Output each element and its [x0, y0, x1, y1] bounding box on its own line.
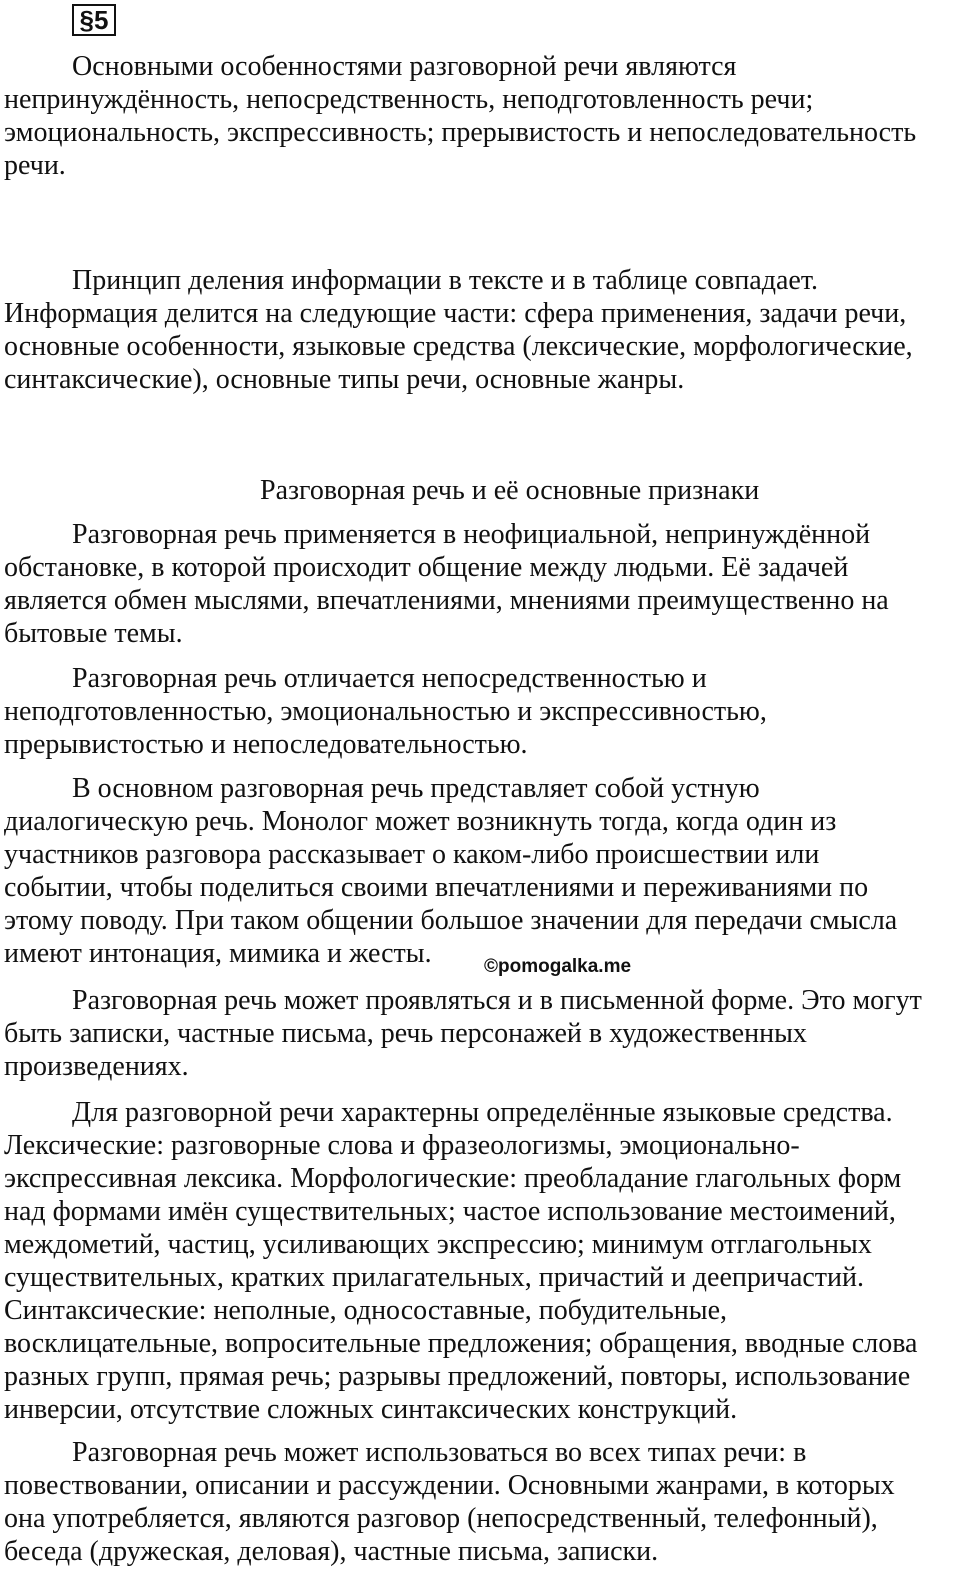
paragraph-line: речи.	[4, 150, 66, 181]
paragraph-7	[4, 1096, 948, 1426]
paragraph-line: беседа (дружеская, деловая), частные письма, записки.	[4, 1536, 659, 1567]
paragraph-line: событии, чтобы поделиться своими впечатлениями и переживаниями по	[4, 872, 869, 903]
paragraph-line: Лексические: разговорные слова и фразеологизмы, эмоционально-	[4, 1130, 800, 1161]
paragraph-line: она употребляется, являются разговор (непосредственный, телефонный),	[4, 1503, 878, 1534]
paragraph-line: бытовые темы.	[4, 618, 183, 649]
paragraph-line: Синтаксические: неполные, односоставные, побудительные,	[4, 1295, 728, 1326]
paragraph-line: Информация делится на следующие части: сфера применения, задачи речи,	[4, 298, 907, 329]
watermark-label: ©pomogalka.me	[484, 956, 632, 977]
paragraph-line: над формами имён существительных; частое использование местоимений,	[4, 1196, 896, 1227]
paragraph-5	[4, 772, 948, 970]
section-heading: Разговорная речь и её основные признаки	[260, 475, 760, 506]
paragraph-line: этому поводу. При таком общении большое значении для передачи смысла	[4, 905, 898, 936]
paragraph-line: разных групп, прямая речь; разрывы предложений, повторы, использование	[4, 1361, 911, 1392]
section-number-box: §5	[72, 4, 116, 36]
paragraph-line: Принцип деления информации в тексте и в таблице совпадает.	[72, 265, 818, 296]
paragraph-line: обстановке, в которой происходит общение между людьми. Её задачей	[4, 552, 849, 583]
paragraph-line: существительных, кратких прилагательных, причастий и деепричастий.	[4, 1262, 865, 1293]
paragraph-line: диалогическую речь. Монолог может возникнуть тогда, когда один из	[4, 806, 837, 837]
paragraph-line: произведениях.	[4, 1051, 189, 1082]
paragraph-1	[4, 50, 948, 182]
paragraph-line: Разговорная речь отличается непосредственностью и	[72, 663, 707, 694]
paragraph-line: синтаксические), основные типы речи, основные жанры.	[4, 364, 685, 395]
paragraph-3	[4, 518, 948, 650]
paragraph-line: В основном разговорная речь представляет собой устную	[72, 773, 760, 804]
paragraph-line: основные особенности, языковые средства (лексические, морфологические,	[4, 331, 913, 362]
paragraph-line: участников разговора рассказывает о каком-либо происшествии или	[4, 839, 820, 870]
paragraph-line: является обмен мыслями, впечатлениями, мнениями преимущественно на	[4, 585, 889, 616]
paragraph-line: инверсии, отсутствие сложных синтаксических конструкций.	[4, 1394, 738, 1425]
paragraph-4	[4, 662, 948, 761]
paragraph-8	[4, 1436, 948, 1568]
paragraph-line: быть записки, частные письма, речь персонажей в художественных	[4, 1018, 807, 1049]
paragraph-line: Для разговорной речи характерны определённые языковые средства.	[72, 1097, 893, 1128]
paragraph-line: непринуждённость, непосредственность, неподготовленность речи;	[4, 84, 814, 115]
paragraph-line: экспрессивная лексика. Морфологические: преобладание глагольных форм	[4, 1163, 902, 1194]
paragraph-2	[4, 264, 948, 396]
paragraph-line: Разговорная речь может проявляться и в письменной форме. Это могут	[72, 985, 922, 1016]
paragraph-line: прерывистостью и непоследовательностью.	[4, 729, 528, 760]
paragraph-line: повествовании, описании и рассуждении. Основными жанрами, в которых	[4, 1470, 895, 1501]
paragraph-line: Основными особенностями разговорной речи являются	[72, 51, 737, 82]
paragraph-6	[4, 984, 948, 1083]
paragraph-line: восклицательные, вопросительные предложения; обращения, вводные слова	[4, 1328, 918, 1359]
paragraph-line: неподготовленностью, эмоциональностью и экспрессивностью,	[4, 696, 767, 727]
paragraph-line: имеют интонация, мимика и жесты.	[4, 938, 432, 969]
paragraph-line: Разговорная речь применяется в неофициальной, непринуждённой	[72, 519, 871, 550]
paragraph-line: эмоциональность, экспрессивность; прерывистость и непоследовательность	[4, 117, 917, 148]
paragraph-line: Разговорная речь может использоваться во всех типах речи: в	[72, 1437, 807, 1468]
paragraph-line: междометий, частиц, усиливающих экспрессию; минимум отглагольных	[4, 1229, 872, 1260]
